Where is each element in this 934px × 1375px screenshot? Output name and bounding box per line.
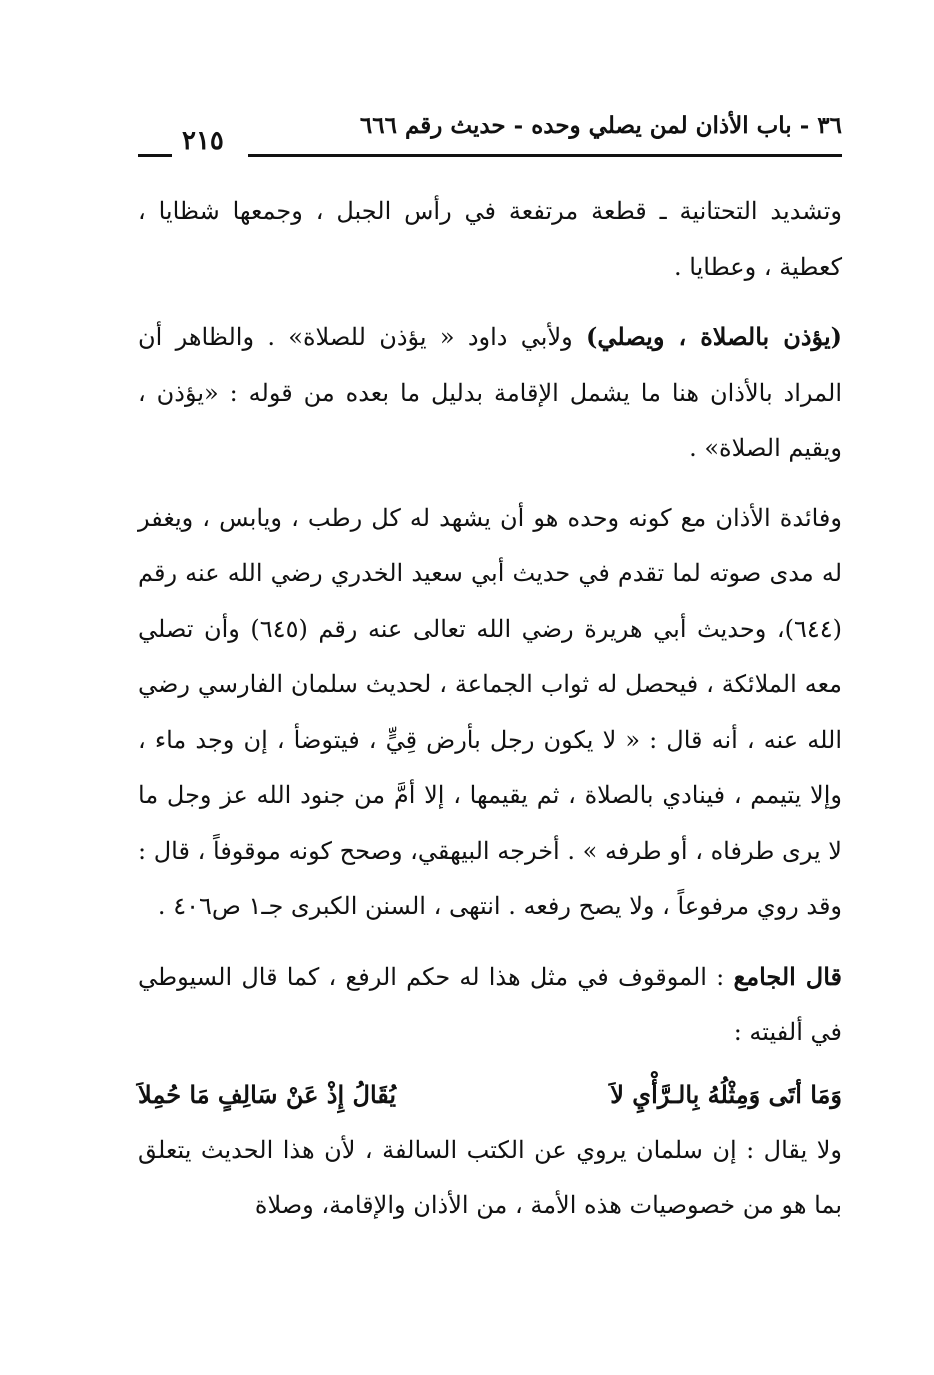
paragraph-4 [138,949,842,1061]
verse-second-hemistich: يُقَالُ إِذْ عَنْ سَالِفٍ مَا حُمِلاَ [138,1079,397,1109]
verse-first-hemistich: وَمَا أتَى وَمِثْلُهُ بِالـرَّأْيِ لاَ [610,1079,842,1109]
paragraph-2-text: ولأبي داود « يؤذن للصلاة» . والظاهر أن المراد بالأذان هنا ما يشمل الإقامة بدليل ما بعده من قوله : «يؤذن ، ويقيم الصلاة» . [138,323,842,462]
paragraph-3: وفائدة الأذان مع كونه وحده هو أن يشهد له كل رطب ، ويابس ، ويغفر له مدى صوته لما تقدم في حديث أبي سعيد الخدري رضي الله عنه رقم (٦٤٤)، وحديث أبي هريرة رضي الله تعالى عنه رقم (٦٤٥) وأن تصلي معه الملائكة ، فيحصل له ثواب الجماعة ، لحديث سلمان الفارسي رضي الله عنه ، أنه قال : « لا يكون رجل بأرض قِيٍّ ، فيتوضأ ، إن وجد ماء ، وإلا يتيمم ، فينادي بالصلاة ، ثم يقيمها ، إلا أمَّ من جنود الله عز وجل ما لا يرى طرفاه ، أو طرفه » . أخرجه البيهقي، وصحح كونه موقوفاً ، قال : وقد روي مرفوعاً ، ولا يصح رفعه . انتهى ، السنن الكبرى جـ١ ص٤٠٦ . [138,503,842,920]
running-header [138,112,842,164]
paragraph-1: وتشديد التحتانية ـ قطعة مرتفعة في رأس الجبل ، وجمعها شظايا ، كعطية ، وعطايا . [138,197,842,281]
page-number: ٢١٥ [182,126,224,156]
poetry-verse [138,1067,842,1123]
author-label: قال الجامع [733,961,842,991]
quoted-phrase: (يؤذن بالصلاة ، ويصلي) [586,322,842,351]
header-rule [248,154,842,157]
paragraph-2 [138,309,842,477]
chapter-title: ٣٦ - باب الأذان لمن يصلي وحده - حديث رقم ٦٦٦ [359,112,842,139]
page-number-rule [138,154,172,157]
body-text [138,184,842,1234]
paragraph-5: ولا يقال : إن سلمان يروي عن الكتب السالفة ، لأن هذا الحديث يتعلق بما هو من خصوصيات هذه الأمة ، من الأذان والإقامة، وصلاة [138,1135,842,1219]
paragraph-4-text: : الموقوف في مثل هذا له حكم الرفع ، كما قال السيوطي في ألفيته : [138,962,842,1046]
